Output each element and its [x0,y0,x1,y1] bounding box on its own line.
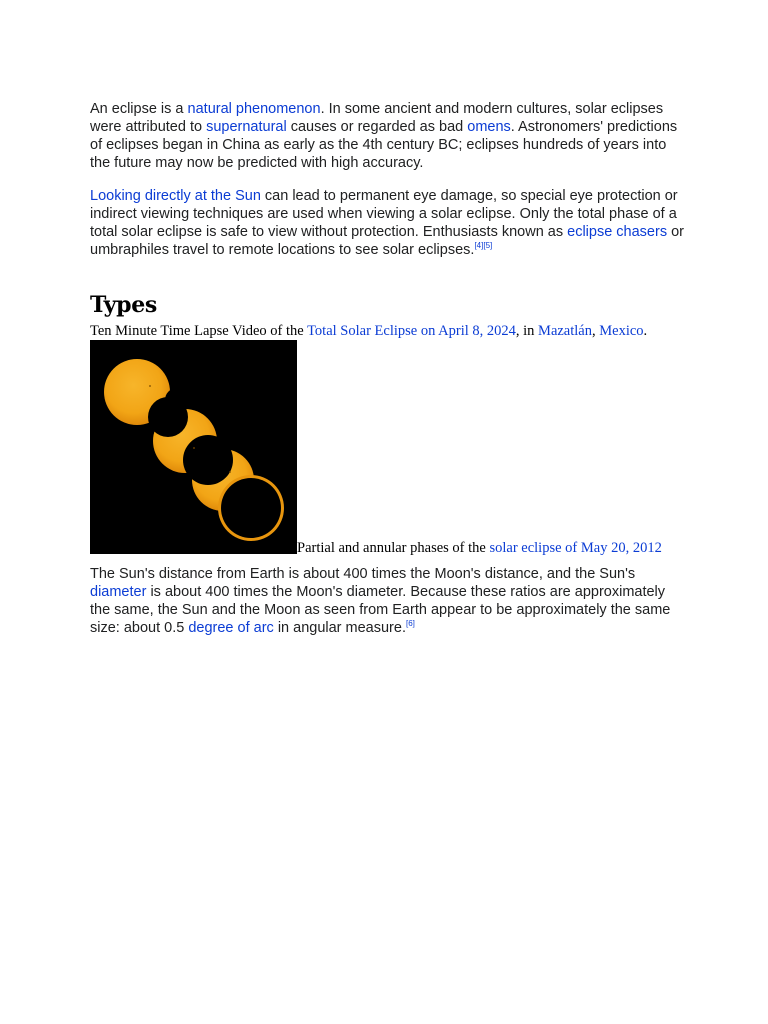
citation-4[interactable]: [4] [474,241,484,251]
video-caption [90,322,690,340]
intro-paragraph [90,100,685,172]
distance-paragraph [90,565,685,637]
sunspot [229,471,231,473]
moon-phase-3 [183,435,233,485]
eclipse-phases-image[interactable] [90,340,297,554]
link-natural-phenomenon[interactable]: natural phenomenon [187,101,321,117]
intro-text: causes or regarded as bad [286,119,468,135]
sunspot [193,447,195,449]
link-omens[interactable]: omens [467,119,511,135]
caption-text: Partial and annular phases of the [297,540,490,556]
intro-text: . Astronomers' predictions of eclipses began in China as early as the 4th century BC; eclipses hundreds of years into the future may now be predicted with high accuracy. [90,119,678,171]
intro-text: An eclipse is a [90,101,188,117]
sunspot [149,385,151,387]
distance-text: is about 400 times the Moon's diameter. Because these ratios are approximately the same, the Sun and the Moon as seen from Earth appear to be approximately the same size: about 0.5 [90,584,671,636]
link-diameter[interactable]: diameter [90,584,147,600]
distance-text: in angular measure. [273,620,406,636]
link-looking-at-sun[interactable]: Looking directly at the Sun [90,188,261,204]
safety-text: or umbraphiles travel to remote locations to see solar eclipses. [90,224,684,258]
link-mexico[interactable]: Mexico [599,323,644,339]
link-solar-eclipse-may-2012[interactable]: solar eclipse of May 20, 2012 [489,540,662,556]
distance-text: The Sun's distance from Earth is about 400 times the Moon's distance, and the Sun's [90,566,636,582]
link-eclipse-chasers[interactable]: eclipse chasers [567,224,668,240]
link-total-solar-eclipse-2024[interactable]: Total Solar Eclipse on April 8, 2024 [307,323,516,339]
link-degree-of-arc[interactable]: degree of arc [188,620,274,636]
caption-text: , [592,323,600,339]
citation-5[interactable]: [5] [483,241,493,251]
citation-6[interactable]: [6] [405,619,415,629]
link-mazatlan[interactable]: Mazatlán [538,323,592,339]
link-supernatural[interactable]: supernatural [206,119,287,135]
safety-paragraph [90,187,685,259]
section-heading-types: Types [90,292,158,318]
eclipse-phases-illustration [90,340,297,554]
image-caption [297,539,662,557]
moon-annular [221,478,281,538]
caption-text: , in [515,323,539,339]
moon-phase-2 [148,397,188,437]
caption-text: . [643,323,648,339]
intro-text: . In some ancient and modern cultures, solar eclipses were attributed to [90,101,664,135]
safety-text: can lead to permanent eye damage, so special eye protection or indirect viewing techniques are used when viewing a solar eclipse. Only the total phase of a total solar eclipse is safe to view without protection. Enthusiasts known as [90,188,678,240]
caption-text: Ten Minute Time Lapse Video of the [90,323,308,339]
